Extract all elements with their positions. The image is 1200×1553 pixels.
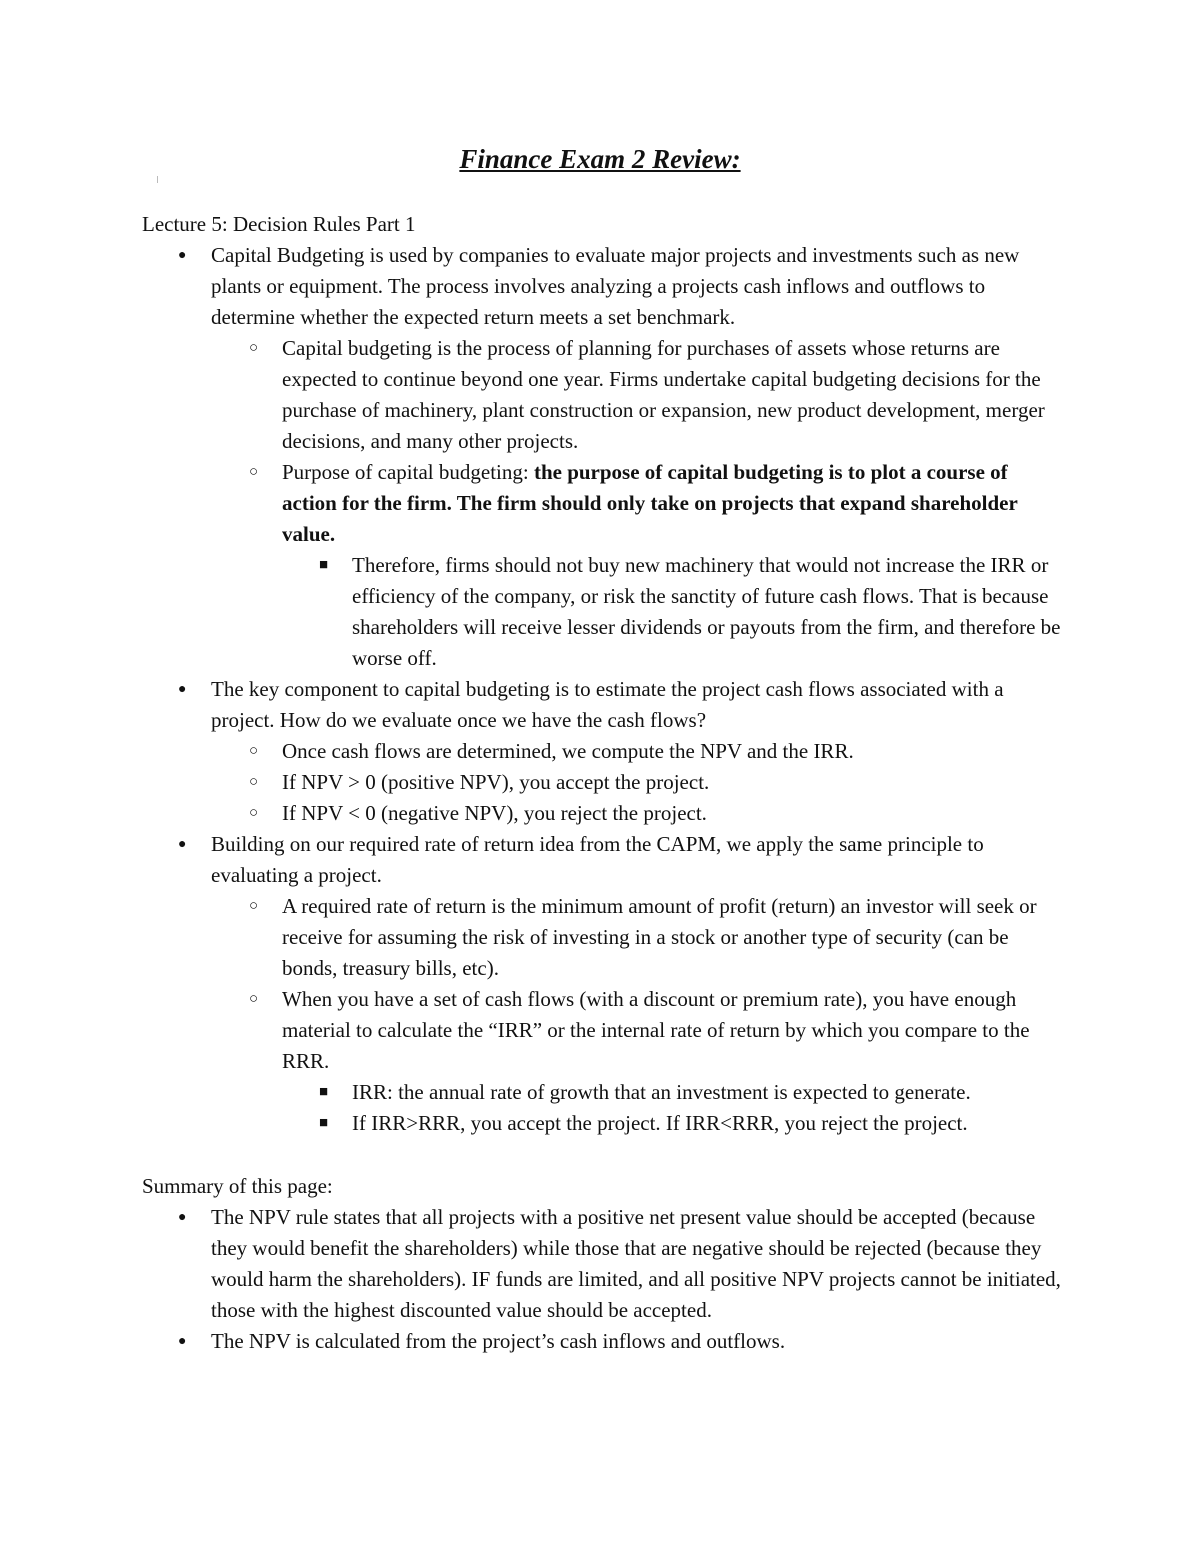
item-text: Building on our required rate of return idea from the CAPM, we apply the same principle to evaluating a project. — [211, 832, 984, 887]
bullet-circle-icon: ○ — [249, 743, 259, 759]
summary-heading: Summary of this page: — [142, 1174, 333, 1198]
item-text: When you have a set of cash flows (with a discount or premium rate), you have enough material to calculate the “IRR” or the internal rate of return by which you compare to the RRR. — [282, 987, 1030, 1073]
bullet-circle-icon: ○ — [249, 774, 259, 790]
sub-list — [211, 736, 1062, 829]
item-text: The NPV is calculated from the project’s cash inflows and outflows. — [211, 1329, 786, 1353]
summary-list — [142, 1202, 1062, 1357]
item-text: The key component to capital budgeting is to estimate the project cash flows associated with a project. How do we evaluate once we have the cash flows? — [211, 677, 1004, 732]
bullet-disc-icon: ● — [178, 682, 187, 697]
item-text: If IRR>RRR, you accept the project. If IRR<RRR, you reject the project. — [352, 1111, 968, 1135]
sub-list — [211, 891, 1062, 1139]
bullet-circle-icon: ○ — [249, 991, 259, 1007]
bullet-disc-icon: ● — [178, 1210, 187, 1225]
item-text: Therefore, firms should not buy new machinery that would not increase the IRR or efficiency of the company, or risk the sanctity of future cash flows. That is because shareholders will receive lesser dividends or payouts from the firm, and therefore be worse off. — [352, 553, 1061, 670]
stray-mark — [157, 176, 158, 183]
bullet-disc-icon: ● — [178, 837, 187, 852]
list-item — [211, 891, 1062, 984]
bullet-square-icon: ■ — [319, 1115, 329, 1131]
list-item — [282, 1077, 1062, 1108]
sub-sub-list — [282, 1077, 1062, 1139]
item-text: Capital Budgeting is used by companies to evaluate major projects and investments such as new plants or equipment. The process involves analyzing a projects cash inflows and outflows to determine whether the expected return meets a set benchmark. — [211, 243, 1020, 329]
list-item — [211, 457, 1062, 674]
list-item — [142, 1326, 1062, 1357]
list-item — [282, 550, 1062, 674]
bullet-circle-icon: ○ — [249, 464, 259, 480]
item-text: A required rate of return is the minimum amount of profit (return) an investor will seek or receive for assuming the risk of investing in a stock or another type of security (can be bonds, treasury bills, etc). — [282, 894, 1037, 980]
lecture-list — [142, 240, 1062, 1139]
sub-list — [211, 333, 1062, 674]
list-item — [142, 240, 1062, 674]
list-item — [142, 1202, 1062, 1326]
item-text: If NPV > 0 (positive NPV), you accept the project. — [282, 770, 710, 794]
bullet-circle-icon: ○ — [249, 340, 259, 356]
list-item — [282, 1108, 1062, 1139]
list-item — [142, 674, 1062, 829]
item-bold-text: the purpose of capital budgeting is to plot a course of action for the firm. The firm should only take on projects that expand shareholder value. — [282, 460, 1018, 546]
bullet-circle-icon: ○ — [249, 805, 259, 821]
bullet-circle-icon: ○ — [249, 898, 259, 914]
item-text: IRR: the annual rate of growth that an investment is expected to generate. — [352, 1080, 971, 1104]
list-item — [211, 798, 1062, 829]
document-title: Finance Exam 2 Review: — [459, 144, 741, 174]
bullet-disc-icon: ● — [178, 1334, 187, 1349]
bullet-square-icon: ■ — [319, 557, 329, 573]
list-item — [142, 829, 1062, 1139]
item-text: Once cash flows are determined, we compute the NPV and the IRR. — [282, 739, 854, 763]
item-text: If NPV < 0 (negative NPV), you reject the project. — [282, 801, 707, 825]
item-text: Capital budgeting is the process of planning for purchases of assets whose returns are expected to continue beyond one year. Firms undertake capital budgeting decisions for the purchase of machinery, plant construction or expansion, new product development, merger decisions, and many other projects. — [282, 336, 1045, 453]
list-item — [211, 767, 1062, 798]
bullet-square-icon: ■ — [319, 1084, 329, 1100]
lecture-heading: Lecture 5: Decision Rules Part 1 — [142, 212, 416, 236]
item-text: The NPV rule states that all projects with a positive net present value should be accepted (because they would benefit the shareholders) while those that are negative should be rejected (because they would harm the shareholders). IF funds are limited, and all positive NPV projects cannot be initiated, those with the highest discounted value should be accepted. — [211, 1205, 1061, 1322]
bullet-disc-icon: ● — [178, 248, 187, 263]
sub-sub-list — [282, 550, 1062, 674]
list-item — [211, 984, 1062, 1139]
item-text: Purpose of capital budgeting: — [282, 460, 534, 484]
list-item — [211, 736, 1062, 767]
list-item — [211, 333, 1062, 457]
